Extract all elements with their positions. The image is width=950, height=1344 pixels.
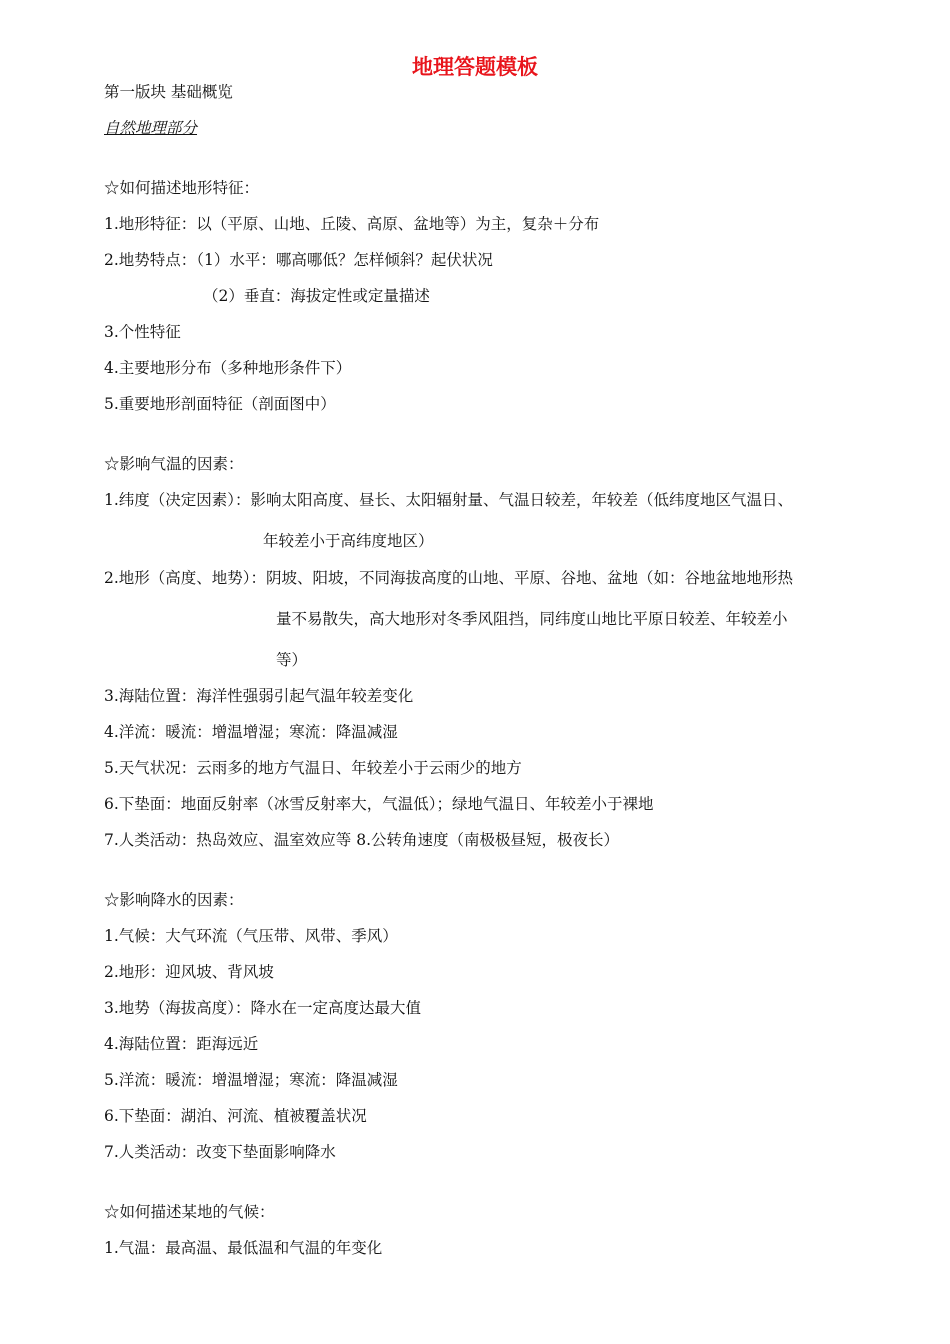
list-item: 4.主要地形分布（多种地形条件下） (104, 359, 352, 377)
list-item: （2）垂直：海拔定性或定量描述 (203, 287, 430, 305)
list-item: 1.纬度（决定因素）：影响太阳高度、昼长、太阳辐射量、气温日较差，年较差（低纬度地区气温日、 (104, 491, 794, 509)
list-item: 5.天气状况：云雨多的地方气温日、年较差小于云雨少的地方 (104, 759, 522, 777)
list-item: 等） (276, 651, 308, 669)
list-item: 年较差小于高纬度地区） (263, 532, 434, 550)
list-item: 3.地势（海拔高度）：降水在一定高度达最大值 (104, 999, 422, 1017)
section-label: 自然地理部分 (104, 119, 198, 137)
list-item: 3.海陆位置：海洋性强弱引起气温年较差变化 (104, 687, 414, 705)
part-label: 第一版块 基础概览 (104, 83, 233, 101)
list-item: 7.人类活动：热岛效应、温室效应等 8.公转角速度（南极极昼短，极夜长） (104, 831, 620, 849)
list-item: 6.下垫面：地面反射率（冰雪反射率大，气温低）；绿地气温日、年较差小于裸地 (104, 795, 654, 813)
list-item: 2.地形（高度、地势）：阴坡、阳坡，不同海拔高度的山地、平原、谷地、盆地（如：谷地盆地地形热 (104, 569, 794, 587)
terrain-heading: ☆如何描述地形特征： (104, 179, 260, 197)
list-item: 7.人类活动：改变下垫面影响降水 (104, 1143, 336, 1161)
list-item: 6.下垫面：湖泊、河流、植被覆盖状况 (104, 1107, 367, 1125)
list-item: 2.地势特点：（1）水平：哪高哪低？怎样倾斜？起伏状况 (104, 251, 493, 269)
list-item: 2.地形：迎风坡、背风坡 (104, 963, 274, 981)
list-item: 量不易散失，高大地形对冬季风阻挡，同纬度山地比平原日较差、年较差小 (276, 610, 788, 628)
list-item: 1.地形特征：以（平原、山地、丘陵、高原、盆地等）为主，复杂＋分布 (104, 215, 600, 233)
precipitation-heading: ☆影响降水的因素： (104, 891, 244, 909)
list-item: 5.重要地形剖面特征（剖面图中） (104, 395, 336, 413)
list-item: 4.洋流：暖流：增温增湿；寒流：降温减湿 (104, 723, 398, 741)
document-title: 地理答题模板 (412, 55, 538, 79)
temperature-heading: ☆影响气温的因素： (104, 455, 244, 473)
climate-heading: ☆如何描述某地的气候： (104, 1203, 275, 1221)
list-item: 5.洋流：暖流：增温增湿；寒流：降温减湿 (104, 1071, 398, 1089)
list-item: 4.海陆位置：距海远近 (104, 1035, 259, 1053)
list-item: 1.气温：最高温、最低温和气温的年变化 (104, 1239, 383, 1257)
list-item: 3.个性特征 (104, 323, 181, 341)
list-item: 1.气候：大气环流（气压带、风带、季风） (104, 927, 398, 945)
